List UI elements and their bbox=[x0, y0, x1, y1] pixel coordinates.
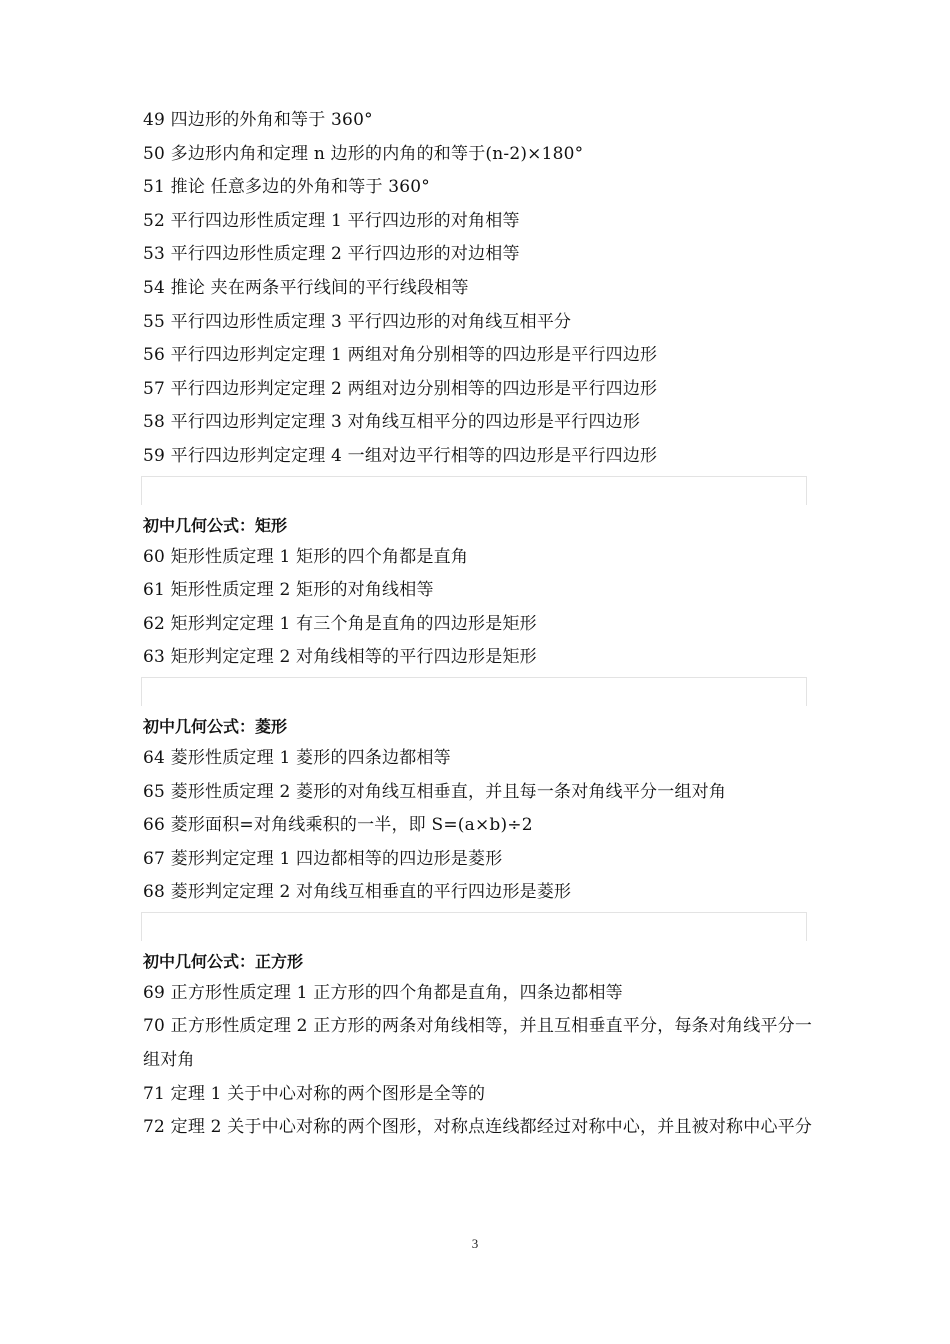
theorem-line: 67 菱形判定定理 1 四边都相等的四边形是菱形 bbox=[143, 848, 503, 869]
theorem-line: 68 菱形判定定理 2 对角线互相垂直的平行四边形是菱形 bbox=[143, 882, 572, 903]
theorem-line: 55 平行四边形性质定理 3 平行四边形的对角线互相平分 bbox=[143, 311, 572, 332]
theorem-line: 50 多边形内角和定理 n 边形的内角的和等于(n-2)×180° bbox=[143, 143, 584, 164]
theorem-line: 69 正方形性质定理 1 正方形的四个角都是直角，四条边都相等 bbox=[143, 982, 623, 1003]
section-rectangle bbox=[143, 511, 813, 675]
theorem-line: 49 四边形的外角和等于 360° bbox=[143, 110, 373, 130]
theorem-line: 62 矩形判定定理 1 有三个角是直角的四边形是矩形 bbox=[143, 613, 537, 634]
section-heading: 初中几何公式：矩形 bbox=[143, 515, 288, 535]
theorem-line: 72 定理 2 关于中心对称的两个图形，对称点连线都经过对称中心，并且被对称中心平分 bbox=[143, 1117, 813, 1138]
page-number: 3 bbox=[471, 1236, 479, 1251]
section-heading: 初中几何公式：菱形 bbox=[143, 716, 288, 736]
theorem-line: 63 矩形判定定理 2 对角线相等的平行四边形是矩形 bbox=[143, 647, 537, 668]
theorem-line: 56 平行四边形判定定理 1 两组对角分别相等的四边形是平行四边形 bbox=[143, 345, 658, 366]
section-quadrilaterals bbox=[143, 104, 813, 474]
section-heading: 初中几何公式：正方形 bbox=[143, 951, 304, 971]
section-rhombus bbox=[143, 712, 813, 910]
theorem-line: 57 平行四边形判定定理 2 两组对边分别相等的四边形是平行四边形 bbox=[143, 378, 658, 399]
section-divider bbox=[141, 912, 807, 941]
theorem-line: 65 菱形性质定理 2 菱形的对角线互相垂直，并且每一条对角线平分一组对角 bbox=[143, 781, 727, 802]
theorem-line: 52 平行四边形性质定理 1 平行四边形的对角相等 bbox=[143, 210, 520, 231]
document-body bbox=[143, 104, 813, 1145]
theorem-line: 61 矩形性质定理 2 矩形的对角线相等 bbox=[143, 580, 434, 601]
section-divider bbox=[141, 677, 807, 706]
theorem-line: 58 平行四边形判定定理 3 对角线互相平分的四边形是平行四边形 bbox=[143, 412, 641, 433]
theorem-line: 71 定理 1 关于中心对称的两个图形是全等的 bbox=[143, 1083, 486, 1104]
theorem-line: 70 正方形性质定理 2 正方形的两条对角线相等，并且互相垂直平分，每条对角线平分一组对角 bbox=[143, 1016, 813, 1071]
theorem-line: 53 平行四边形性质定理 2 平行四边形的对边相等 bbox=[143, 244, 520, 265]
section-square bbox=[143, 947, 813, 1145]
theorem-line: 64 菱形性质定理 1 菱形的四条边都相等 bbox=[143, 747, 451, 768]
section-divider bbox=[141, 476, 807, 505]
theorem-line: 60 矩形性质定理 1 矩形的四个角都是直角 bbox=[143, 546, 469, 567]
theorem-line: 54 推论 夹在两条平行线间的平行线段相等 bbox=[143, 277, 469, 298]
theorem-line: 59 平行四边形判定定理 4 一组对边平行相等的四边形是平行四边形 bbox=[143, 445, 658, 466]
theorem-line: 51 推论 任意多边的外角和等于 360° bbox=[143, 177, 430, 198]
theorem-line: 66 菱形面积=对角线乘积的一半，即 S=(a×b)÷2 bbox=[143, 815, 533, 836]
